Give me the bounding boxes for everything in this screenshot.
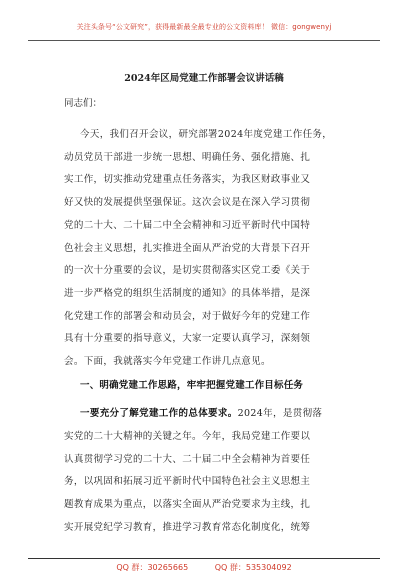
- footer-qq-2: QQ 群：535304092: [214, 563, 292, 572]
- footer-divider: [28, 558, 380, 559]
- subheading-tail: 2024年，是贯彻落: [237, 408, 323, 419]
- section-heading-1: 一、明确党建工作思路，牢牢把握党建工作目标任务: [80, 380, 304, 391]
- text-line: 会。下面，我就落实今年党建工作讲几点意见。: [64, 356, 271, 367]
- subheading-line: [80, 407, 374, 420]
- footer-qq-1: QQ 群：30265665: [116, 563, 189, 572]
- header-divider: [28, 40, 380, 41]
- text-line: 实党的二十大精神的关键之年。今年，我局党建工作要以: [64, 431, 311, 442]
- text-line: 动员党员干部进一步统一思想、明确任务、强化措施、扎: [64, 151, 311, 163]
- text-line: 的一次十分重要的会议，是切实贯彻落实区党工委《关于: [64, 265, 311, 277]
- text-line: 实工作，切实推动党建重点任务落实，为我区财政事业又: [64, 174, 311, 186]
- text-line: 具有十分重要的指导意义，大家一定要认真学习，深刻领: [64, 333, 311, 345]
- document-title: 2024年区局党建工作部署会议讲话稿: [124, 73, 284, 84]
- text-line: 党的二十大、二十届二中全会精神和习近平新时代中国特: [64, 219, 311, 231]
- subheading-bold: 一要充分了解党建工作的总体要求。: [80, 408, 238, 419]
- footer-contacts: [0, 562, 408, 573]
- text-line: 务，以巩固和拓展习近平新时代中国特色社会主义思想主: [64, 476, 311, 488]
- text-line: 化党建工作的部署会和动员会，对于做好今年的党建工作: [64, 310, 311, 322]
- text-line: 认真贯彻学习党的二十大、二十届二中全会精神为首要任: [64, 453, 311, 465]
- text-line: 实开展党纪学习教育，推进学习教育常态化制度化，统筹: [64, 521, 311, 533]
- text-line: 色社会主义思想，扎实推进全面从严治党的大背景下召开: [64, 242, 311, 254]
- text-line: 今天，我们召开会议，研究部署2024年度党建工作任务，: [80, 129, 333, 140]
- text-line: 进一步严格党的组织生活制度的通知》的具体举措，是深: [64, 287, 311, 299]
- header-banner: 关注头条号“公文研究”，获得最新最全最专业的公文资料库！ 微信：gongwenyj: [76, 23, 332, 31]
- salutation: 同志们：: [64, 98, 103, 109]
- text-line: 好又快的发展提供坚强保证。这次会议是在深入学习贯彻: [64, 197, 311, 209]
- text-line: 题教育成果为重点，以落实全面从严治党要求为主线，扎: [64, 499, 311, 511]
